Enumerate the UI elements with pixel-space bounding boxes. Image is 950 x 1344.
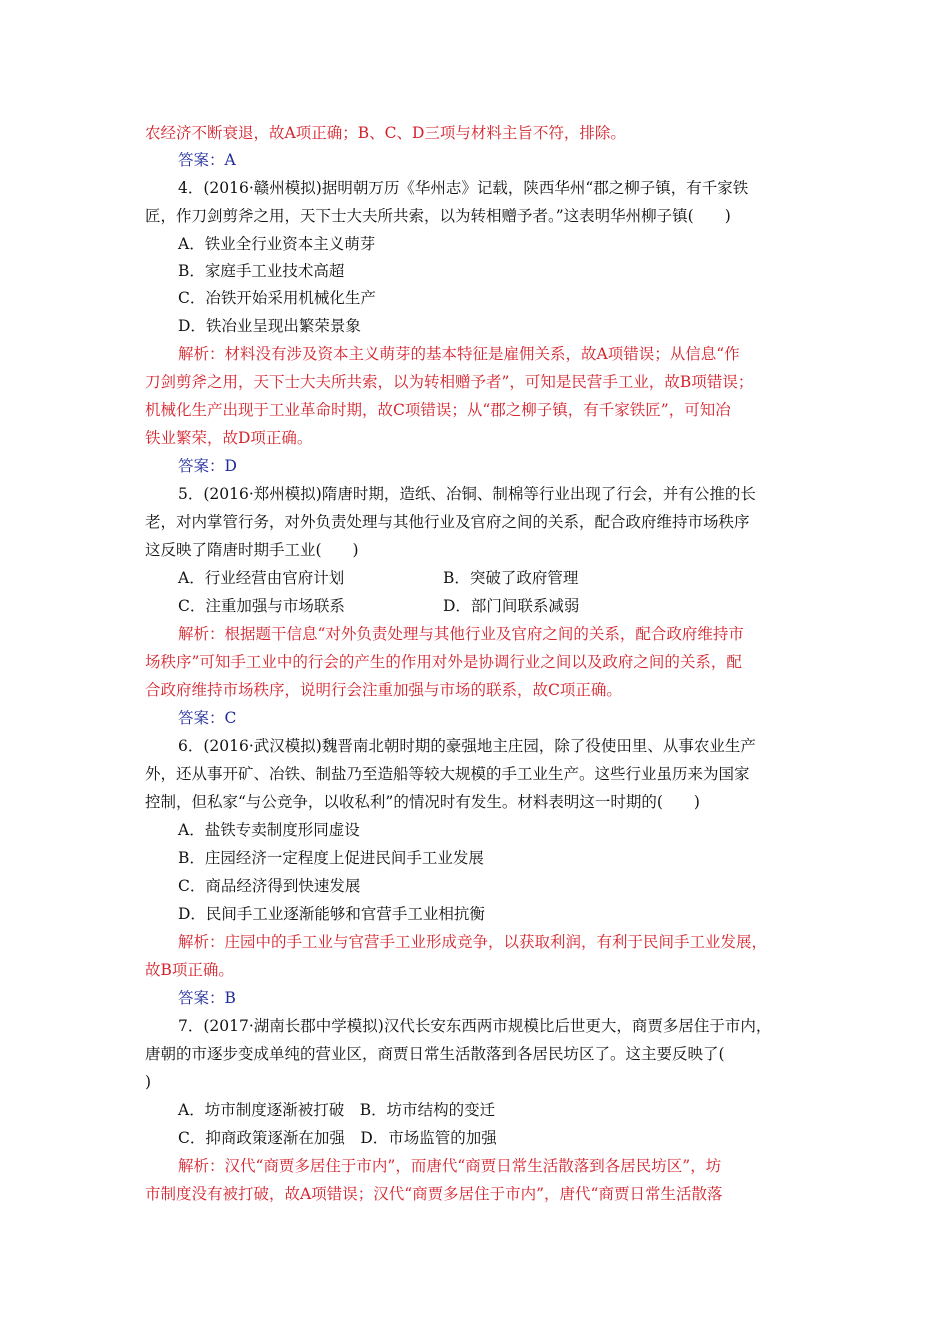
option-a: A．行业经营由官府计划 — [178, 569, 345, 587]
question-stem: ) — [145, 1073, 152, 1091]
explanation-line: 合政府维持市场秩序，说明行会注重加强与市场的联系，故C项正确。 — [145, 681, 622, 699]
question-stem: 这反映了隋唐时期手工业( ) — [145, 541, 359, 559]
explanation-line: 场秩序”可知手工业中的行会的产生的作用对外是协调行业之间以及政府之间的关系，配 — [145, 653, 742, 671]
question-stem: 4．(2016·赣州模拟)据明朝万历《华州志》记载，陕西华州“郡之柳子镇，有千家铁 — [178, 179, 749, 197]
explanation-line: 铁业繁荣，故D项正确。 — [145, 429, 313, 447]
question-stem: 7．(2017·湖南长郡中学模拟)汉代长安东西两市规模比后世更大，商贾多居住于市内， — [178, 1017, 772, 1035]
question-stem: 外，还从事开矿、冶铁、制盐乃至造船等较大规模的手工业生产。这些行业虽历来为国家 — [145, 765, 750, 783]
option-row-cd: C．抑商政策逐渐在加强 D．市场监管的加强 — [178, 1129, 497, 1147]
explanation-line: 解析：汉代“商贾多居住于市内”，而唐代“商贾日常生活散落到各居民坊区”，坊 — [178, 1157, 722, 1175]
explanation-line: 故B项正确。 — [145, 961, 234, 979]
answer-label: 答案：C — [178, 709, 237, 727]
option-b: B．突破了政府管理 — [443, 569, 579, 587]
option-c: C．商品经济得到快速发展 — [178, 877, 361, 895]
explanation-line: 农经济不断衰退，故A项正确；B、C、D三项与材料主旨不符，排除。 — [145, 124, 626, 142]
option-a: A．铁业全行业资本主义萌芽 — [178, 235, 376, 253]
option-b: B．庄园经济一定程度上促进民间手工业发展 — [178, 849, 484, 867]
option-c: C．冶铁开始采用机械化生产 — [178, 289, 376, 307]
question-stem: 控制，但私家“与公竞争，以收私利”的情况时有发生。材料表明这一时期的( ) — [145, 793, 700, 811]
answer-label: 答案：A — [178, 151, 236, 169]
question-stem: 唐朝的市逐步变成单纯的营业区，商贾日常生活散落到各居民坊区了。这主要反映了( — [145, 1045, 725, 1063]
option-c: C．注重加强与市场联系 — [178, 597, 345, 615]
option-d: D．部门间联系减弱 — [443, 597, 580, 615]
question-stem: 6．(2016·武汉模拟)魏晋南北朝时期的豪强地主庄园，除了役使田里、从事农业生产 — [178, 737, 756, 755]
explanation-line: 解析：材料没有涉及资本主义萌芽的基本特征是雇佣关系，故A项错误；从信息“作 — [178, 345, 740, 363]
option-a: A．盐铁专卖制度形同虚设 — [178, 821, 360, 839]
explanation-line: 解析：庄园中的手工业与官营手工业形成竞争，以获取利润，有利于民间手工业发展， — [178, 933, 768, 951]
option-row-ab: A．坊市制度逐渐被打破 B．坊市结构的变迁 — [178, 1101, 496, 1119]
explanation-line: 机械化生产出现于工业革命时期，故C项错误；从“郡之柳子镇，有千家铁匠”，可知冶 — [145, 401, 731, 419]
explanation-line: 解析：根据题干信息“对外负责处理与其他行业及官府之间的关系，配合政府维持市 — [178, 625, 744, 643]
option-b: B．家庭手工业技术高超 — [178, 262, 345, 280]
answer-label: 答案：D — [178, 457, 237, 475]
explanation-line: 市制度没有被打破，故A项错误；汉代“商贾多居住于市内”，唐代“商贾日常生活散落 — [145, 1185, 723, 1203]
answer-label: 答案：B — [178, 989, 236, 1007]
question-stem: 匠，作刀剑剪斧之用，天下士大夫所共索，以为转相赠予者。”这表明华州柳子镇( ) — [145, 207, 731, 225]
question-stem: 5．(2016·郑州模拟)隋唐时期，造纸、冶铜、制棉等行业出现了行会，并有公推的长 — [178, 485, 756, 503]
option-d: D．铁冶业呈现出繁荣景象 — [178, 317, 361, 335]
explanation-line: 刀剑剪斧之用，天下士大夫所共索，以为转相赠予者”，可知是民营手工业，故B项错误； — [145, 373, 754, 391]
question-stem: 老，对内掌管行务，对外负责处理与其他行业及官府之间的关系，配合政府维持市场秩序 — [145, 513, 750, 531]
option-d: D．民间手工业逐渐能够和官营手工业相抗衡 — [178, 905, 485, 923]
